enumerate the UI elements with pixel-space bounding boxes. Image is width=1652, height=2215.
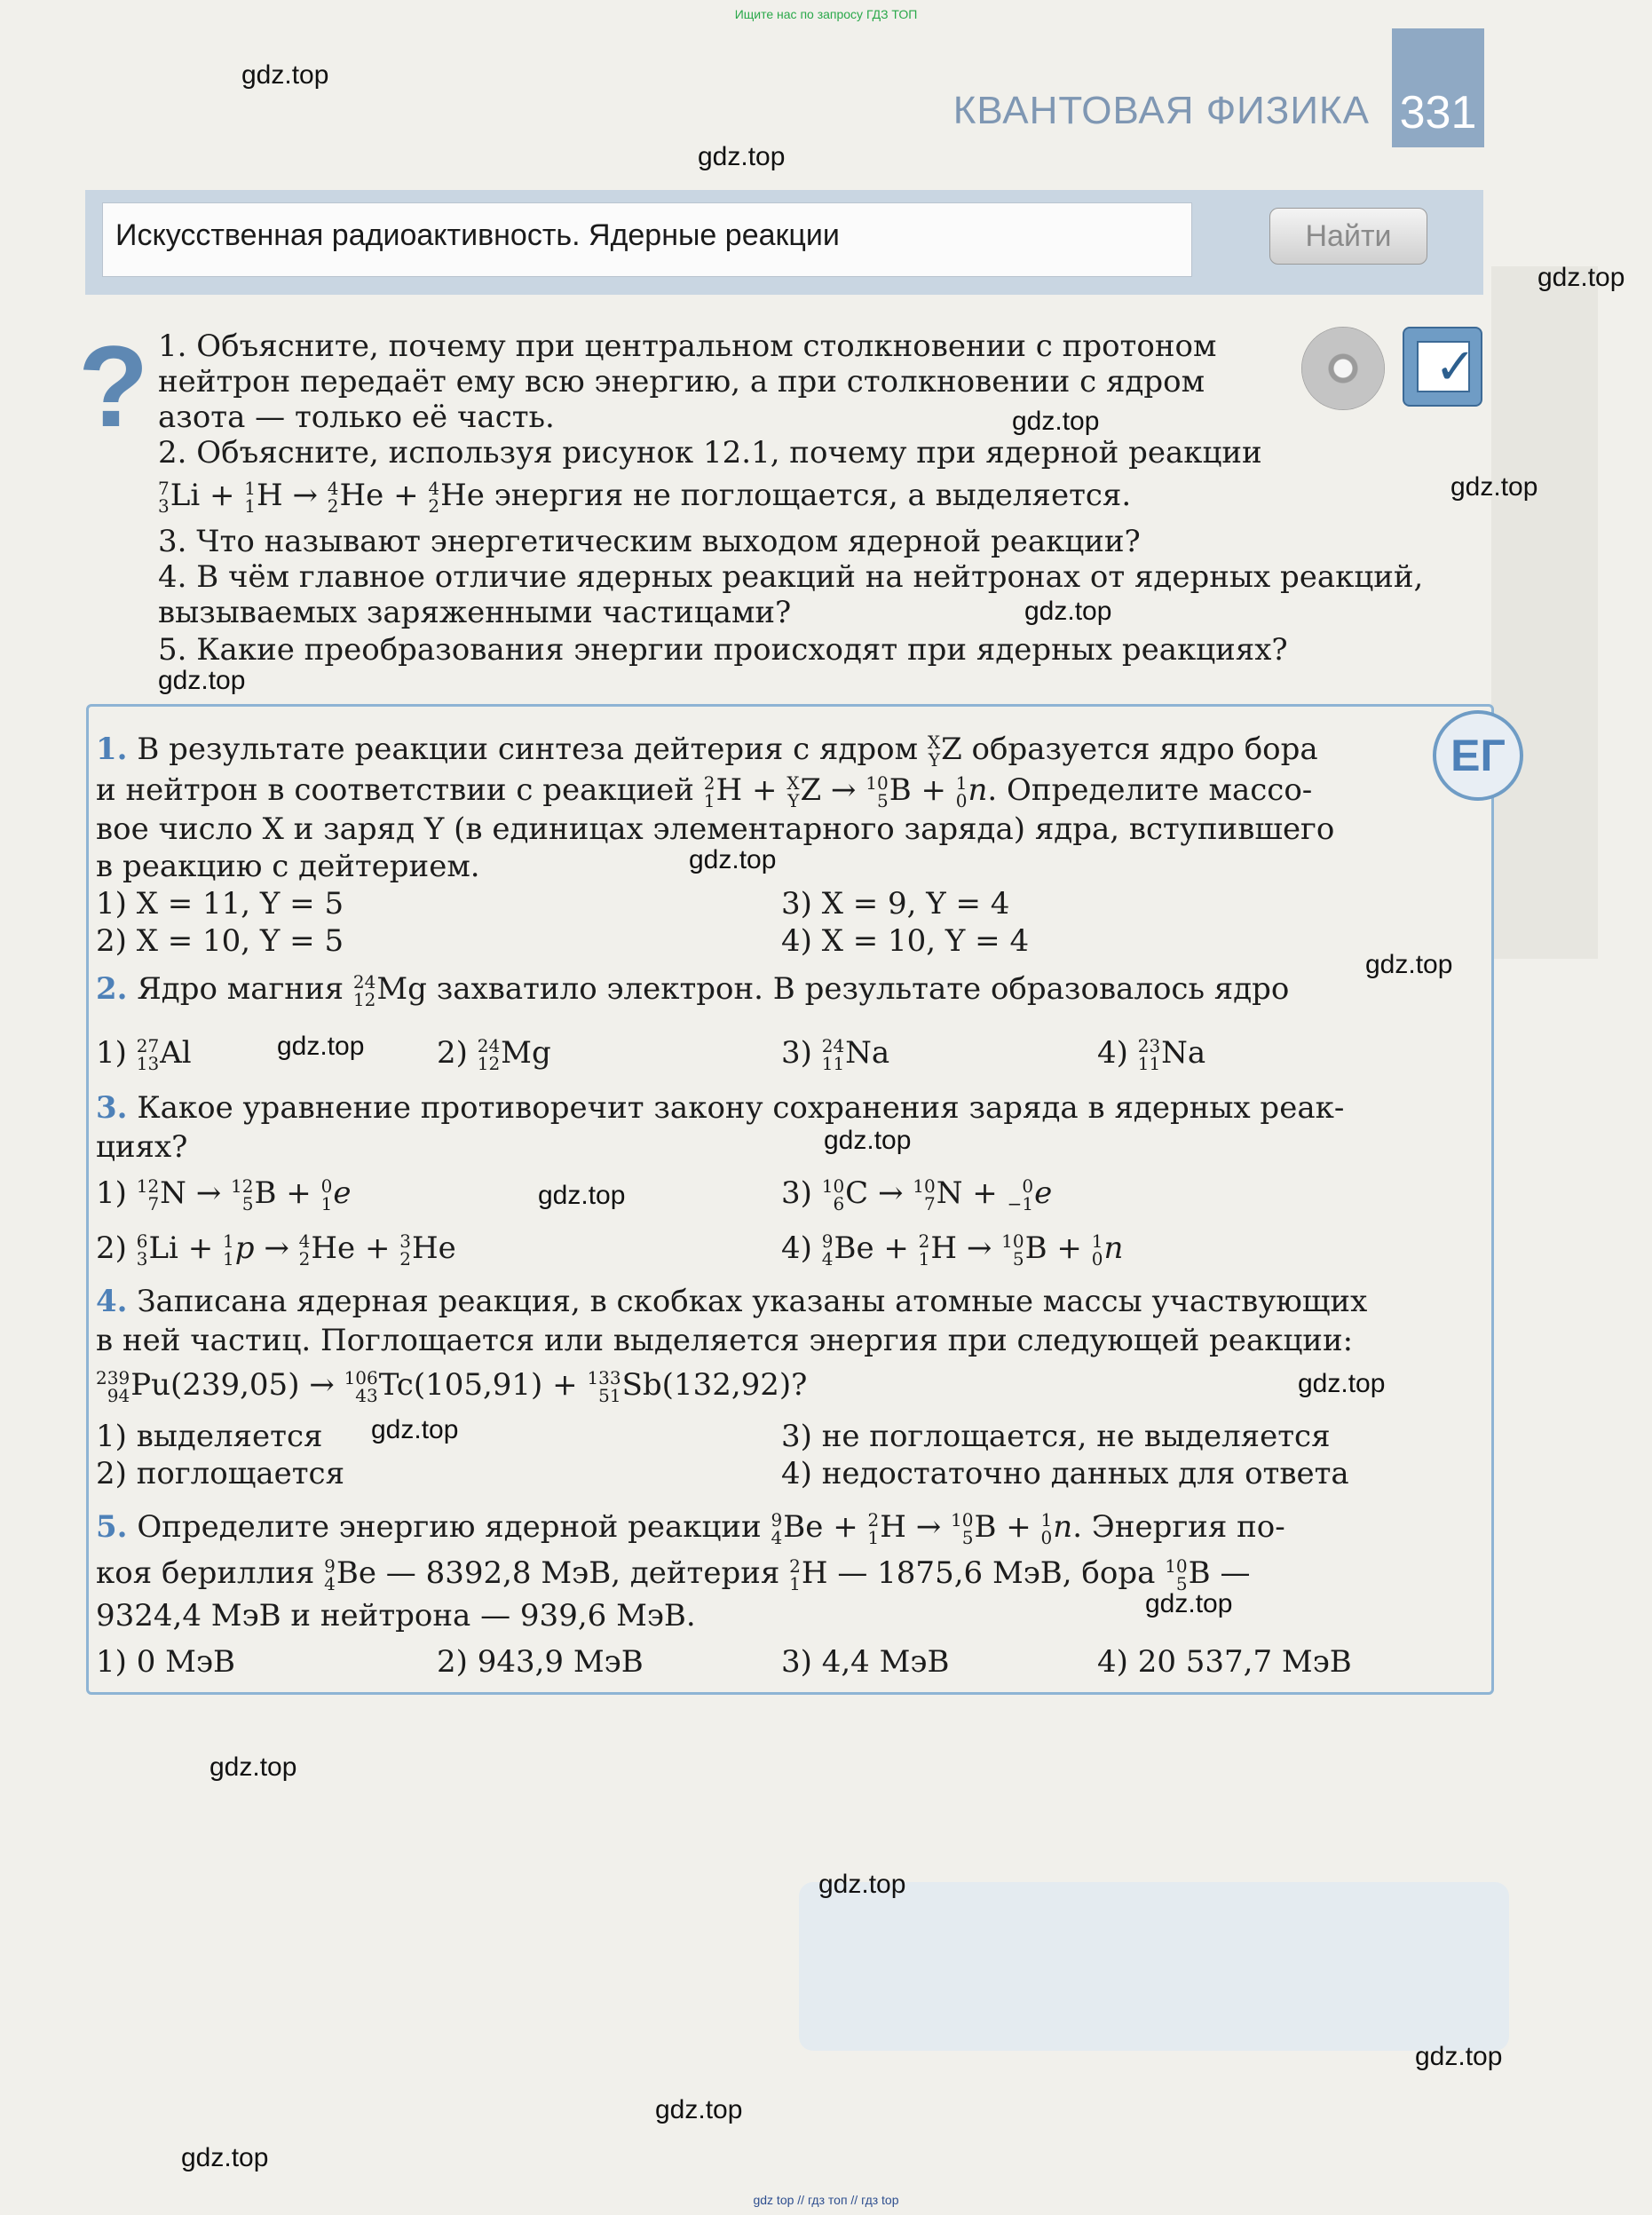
watermark: gdz.top bbox=[538, 1181, 626, 1210]
task-3-line-1: 3. Какое уравнение противоречит закону сохранения заряда в ядерных реак- bbox=[96, 1090, 1345, 1126]
watermark: gdz.top bbox=[241, 60, 329, 90]
task-1-option-2: 2) X = 10, Y = 5 bbox=[96, 923, 344, 959]
watermark: gdz.top bbox=[1024, 597, 1112, 626]
question-icon: ? bbox=[78, 321, 149, 451]
page-number: 331 bbox=[1392, 28, 1484, 147]
watermark: gdz.top bbox=[1012, 407, 1100, 436]
watermark: gdz.top bbox=[1450, 472, 1538, 502]
task-5-option-1: 1) 0 МэВ bbox=[96, 1644, 235, 1680]
find-button[interactable]: Найти bbox=[1269, 208, 1427, 265]
task-5-option-3: 3) 4,4 МэВ bbox=[781, 1644, 950, 1680]
task-4-equation: 239 94 Pu(239,05) → 106 43 Tc(105,91) + 133 51 Sb(132,92)? bbox=[96, 1367, 808, 1406]
task-4-line-1: 4. Записана ядерная реакция, в скобках указаны атомные массы участвующих bbox=[96, 1284, 1368, 1319]
task-1-line-3: вое число X и заряд Y (в единицах элементарного заряда) ядра, вступившего bbox=[96, 811, 1335, 847]
task-4-option-3: 3) не поглощается, не выделяется bbox=[781, 1419, 1331, 1454]
task-1-line-4: в реакцию с дейтерием. bbox=[96, 849, 480, 884]
search-input-value: Искусственная радиоактивность. Ядерные реакции bbox=[115, 218, 840, 252]
task-5-line-1: 5. Определите энергию ядерной реакции 9 4 Be + 2 1 H → 10 5 B + 1 0 n. Энергия по- bbox=[96, 1509, 1285, 1548]
question-4-line-2: вызываемых заряженными частицами? bbox=[158, 595, 792, 630]
watermark: gdz.top bbox=[698, 142, 786, 171]
watermark: gdz.top bbox=[1145, 1589, 1233, 1618]
watermark: gdz.top bbox=[655, 2095, 743, 2124]
cd-icon[interactable] bbox=[1301, 327, 1385, 410]
checklist-icon[interactable] bbox=[1403, 327, 1482, 407]
task-4-option-2: 2) поглощается bbox=[96, 1456, 345, 1491]
watermark: gdz.top bbox=[181, 2143, 269, 2172]
task-5-option-4: 4) 20 537,7 МэВ bbox=[1097, 1644, 1352, 1680]
ege-icon: ЕГ bbox=[1433, 710, 1523, 801]
question-2-line-2: 7 3 Li + 1 1 H → 4 2 He + 4 2 He энергия не поглощается, а выделяется. bbox=[158, 478, 1132, 517]
task-4-option-1: 1) выделяется bbox=[96, 1419, 323, 1454]
task-1-line-2: и нейтрон в соответствии с реакцией 2 1 H + X Y Z → 10 5 B + 1 0 n. Определите массо- bbox=[96, 772, 1313, 811]
task-3-option-1: 1) 12 7 N → 12 5 B + 0 1 e bbox=[96, 1175, 352, 1214]
task-1-option-3: 3) X = 9, Y = 4 bbox=[781, 886, 1010, 922]
question-1-line-1: 1. Объясните, почему при центральном столкновении с протоном bbox=[158, 328, 1217, 364]
task-2-line-1: 2. Ядро магния 24 12 Mg захватило электрон. В результате образовалось ядро bbox=[96, 971, 1290, 1010]
watermark: gdz.top bbox=[818, 1870, 906, 1899]
task-1-option-1: 1) X = 11, Y = 5 bbox=[96, 886, 344, 922]
section-title: КВАНТОВАЯ ФИЗИКА bbox=[952, 89, 1370, 132]
question-3: 3. Что называют энергетическим выходом ядерной реакции? bbox=[158, 524, 1141, 559]
task-1-option-4: 4) X = 10, Y = 4 bbox=[781, 923, 1030, 959]
task-2-option-1: 1) 27 13 Al bbox=[96, 1035, 192, 1074]
task-3-option-3: 3) 10 6 C → 10 7 N + 0 −1 e bbox=[781, 1175, 1053, 1214]
watermark: gdz.top bbox=[371, 1415, 459, 1444]
question-1-line-2: нейтрон передаёт ему всю энергию, а при столкновении с ядром bbox=[158, 364, 1205, 399]
watermark: gdz.top bbox=[1415, 2042, 1503, 2071]
task-4-line-2: в ней частиц. Поглощается или выделяется энергия при следующей реакции: bbox=[96, 1323, 1354, 1358]
task-3-line-2: циях? bbox=[96, 1129, 188, 1165]
task-4-option-4: 4) недостаточно данных для ответа bbox=[781, 1456, 1349, 1491]
task-2-option-4: 4) 23 11 Na bbox=[1097, 1035, 1206, 1074]
task-1-line-1: 1. В результате реакции синтеза дейтерия с ядром X Y Z образуется ядро бора bbox=[96, 732, 1318, 771]
watermark: gdz.top bbox=[209, 1752, 297, 1782]
check-mark-icon: ✓ bbox=[1435, 338, 1476, 396]
task-2-option-3: 3) 24 11 Na bbox=[781, 1035, 890, 1074]
task-5-line-3: 9324,4 МэВ и нейтрона — 939,6 МэВ. bbox=[96, 1598, 696, 1634]
background-margin bbox=[1491, 266, 1598, 959]
watermark: gdz.top bbox=[1298, 1369, 1386, 1398]
question-2-line-1: 2. Объясните, используя рисунок 12.1, почему при ядерной реакции bbox=[158, 435, 1262, 471]
task-3-option-4: 4) 9 4 Be + 2 1 H → 10 5 B + 1 0 n bbox=[781, 1230, 1124, 1270]
task-3-option-2: 2) 6 3 Li + 1 1 p → 4 2 He + 3 2 He bbox=[96, 1230, 456, 1270]
bottom-note: gdz top // гдз топ // гдз top bbox=[753, 2193, 899, 2207]
watermark: gdz.top bbox=[277, 1032, 365, 1061]
question-5: 5. Какие преобразования энергии происходят при ядерных реакциях? bbox=[158, 632, 1288, 668]
background-note bbox=[799, 1882, 1509, 2051]
task-5-line-2: коя бериллия 9 4 Be — 8392,8 МэВ, дейтерия 2 1 H — 1875,6 МэВ, бора 10 5 B — bbox=[96, 1555, 1251, 1594]
watermark: gdz.top bbox=[1537, 263, 1625, 292]
watermark: gdz.top bbox=[158, 666, 246, 695]
top-note: Ищите нас по запросу ГДЗ ТОП bbox=[734, 7, 918, 21]
question-4-line-1: 4. В чём главное отличие ядерных реакций на нейтронах от ядерных реакций, bbox=[158, 559, 1424, 595]
task-5-option-2: 2) 943,9 МэВ bbox=[437, 1644, 644, 1680]
watermark: gdz.top bbox=[1365, 950, 1453, 979]
watermark: gdz.top bbox=[824, 1126, 912, 1155]
watermark: gdz.top bbox=[689, 845, 777, 874]
question-1-line-3: азота — только её часть. bbox=[158, 399, 555, 435]
task-2-option-2: 2) 24 12 Mg bbox=[437, 1035, 551, 1074]
